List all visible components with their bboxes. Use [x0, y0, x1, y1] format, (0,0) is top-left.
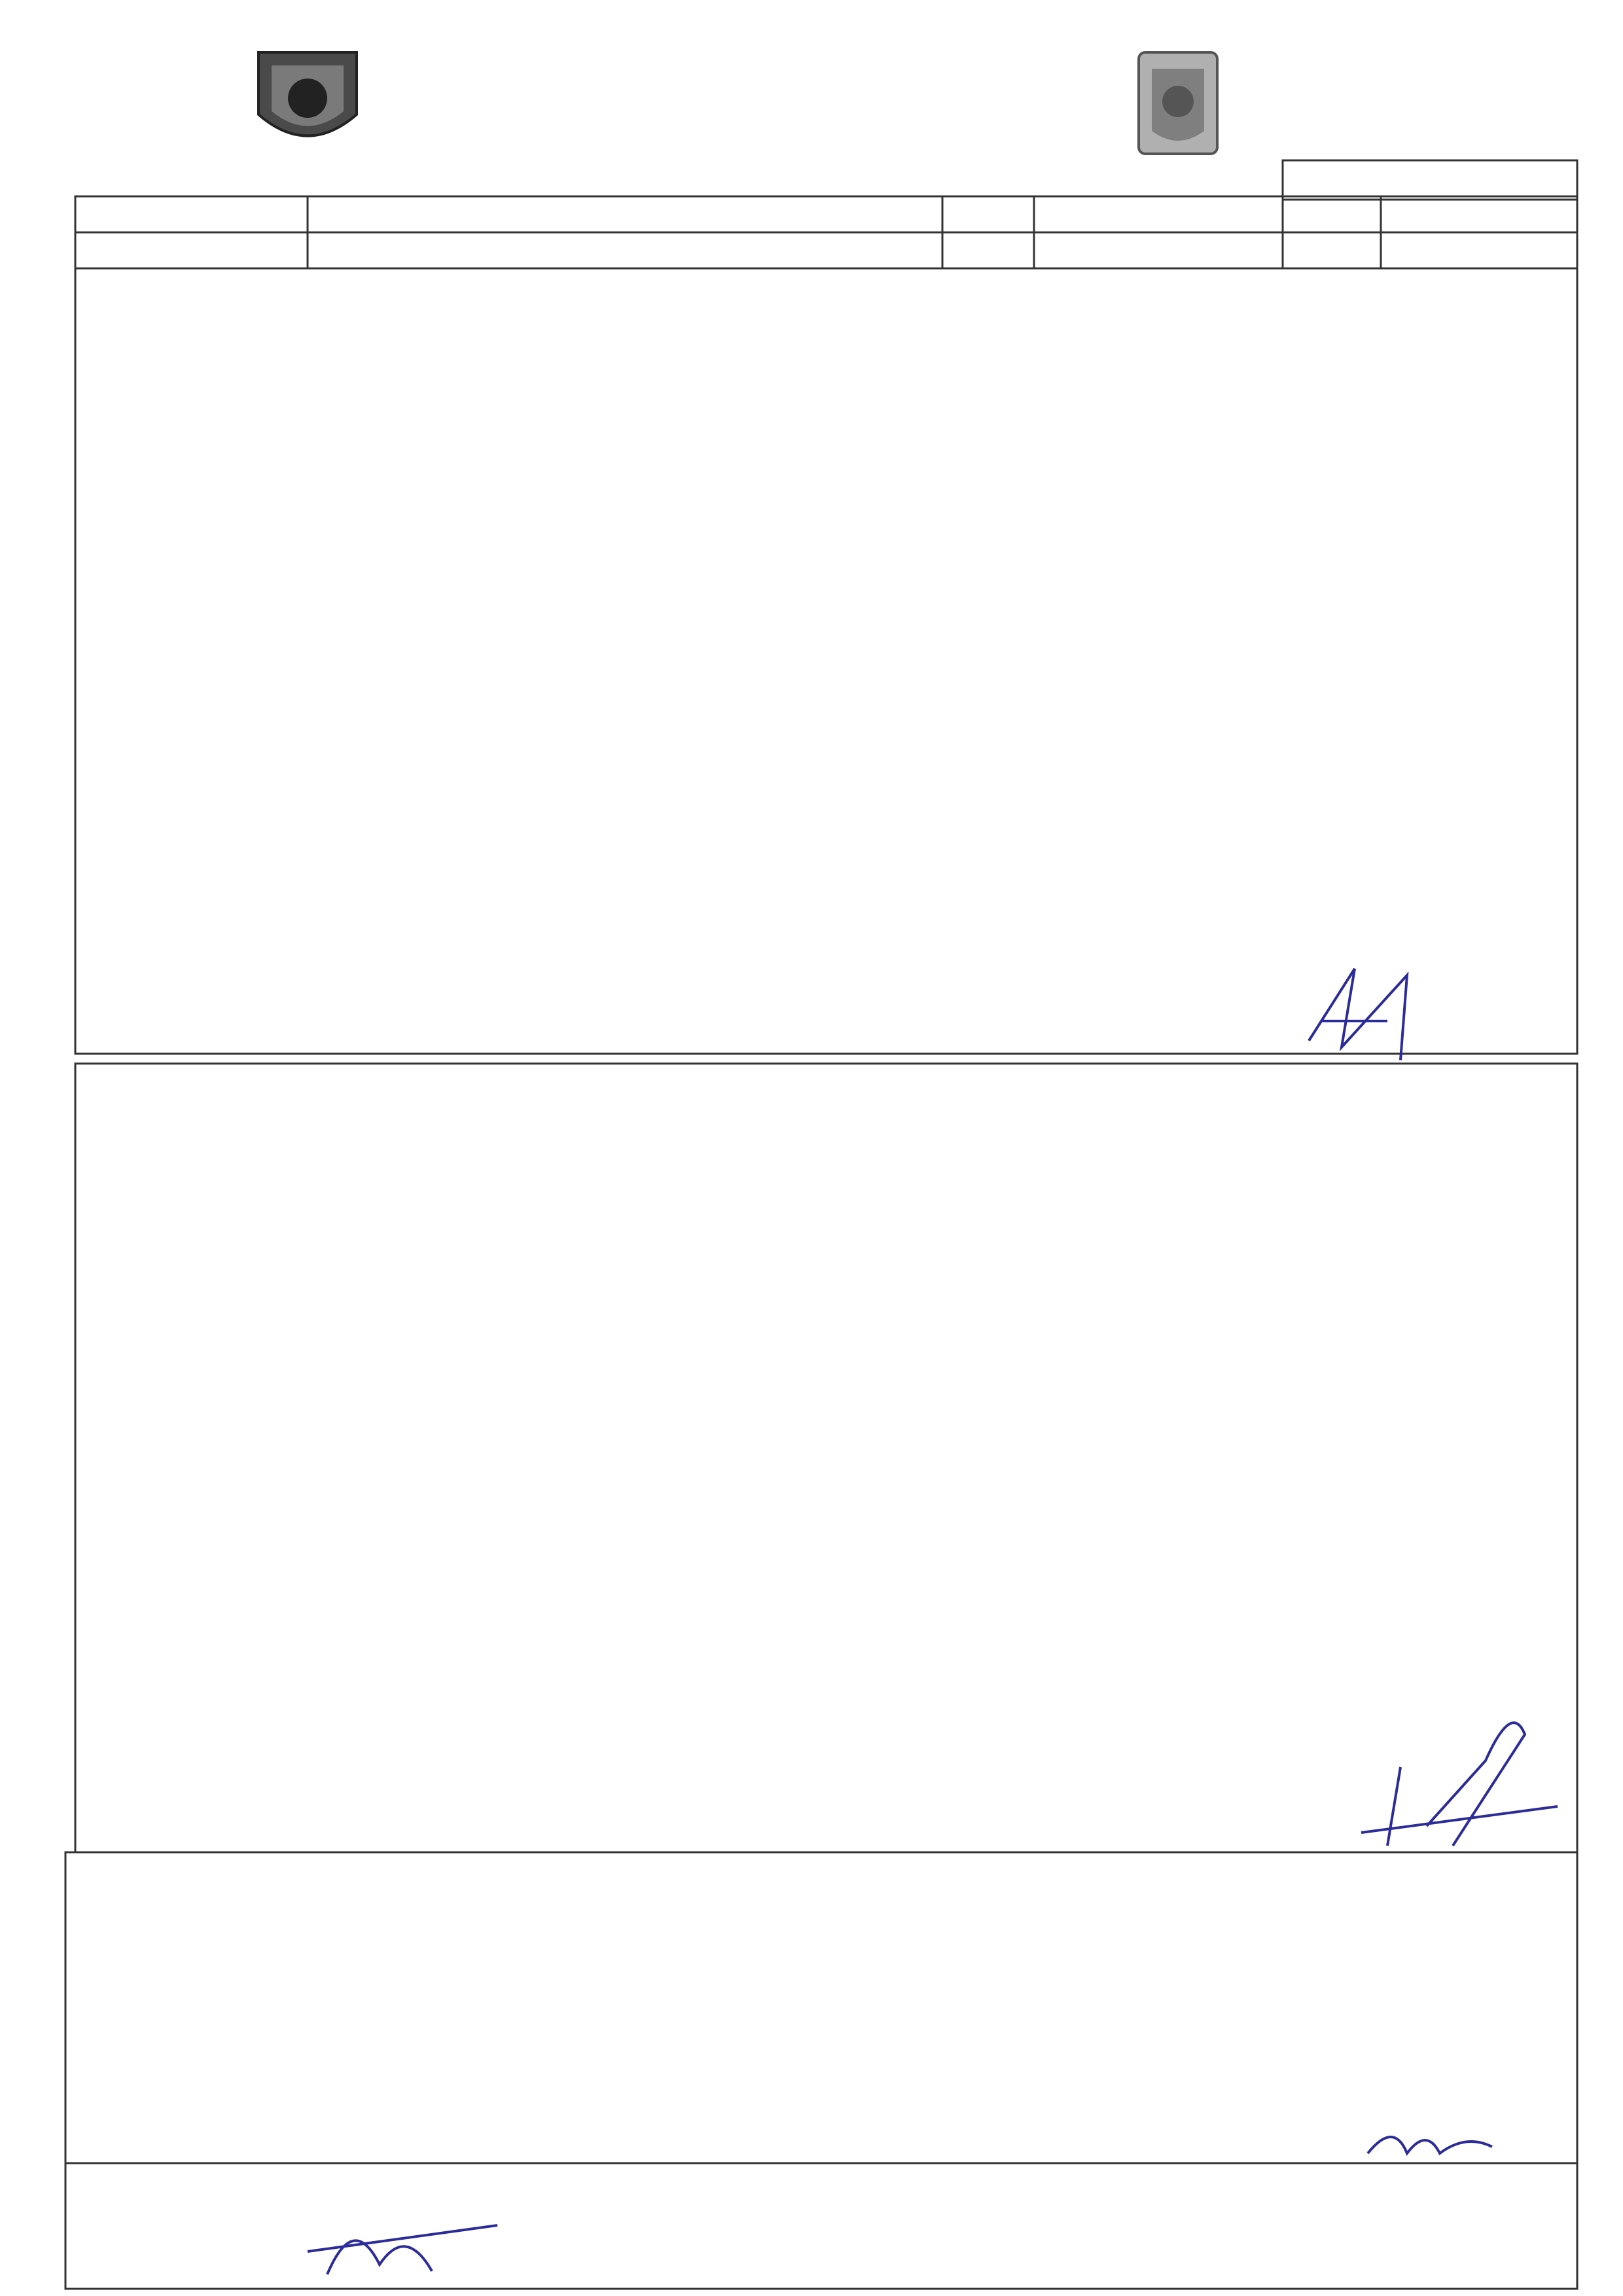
signature-main-ref [308, 2225, 497, 2274]
signature-coach-b [1361, 1723, 1558, 1846]
federation-logo [259, 52, 357, 136]
signature-coach-a [1309, 969, 1407, 1060]
signature-secretary [1368, 2137, 1492, 2153]
region-coat-of-arms [1139, 52, 1217, 154]
